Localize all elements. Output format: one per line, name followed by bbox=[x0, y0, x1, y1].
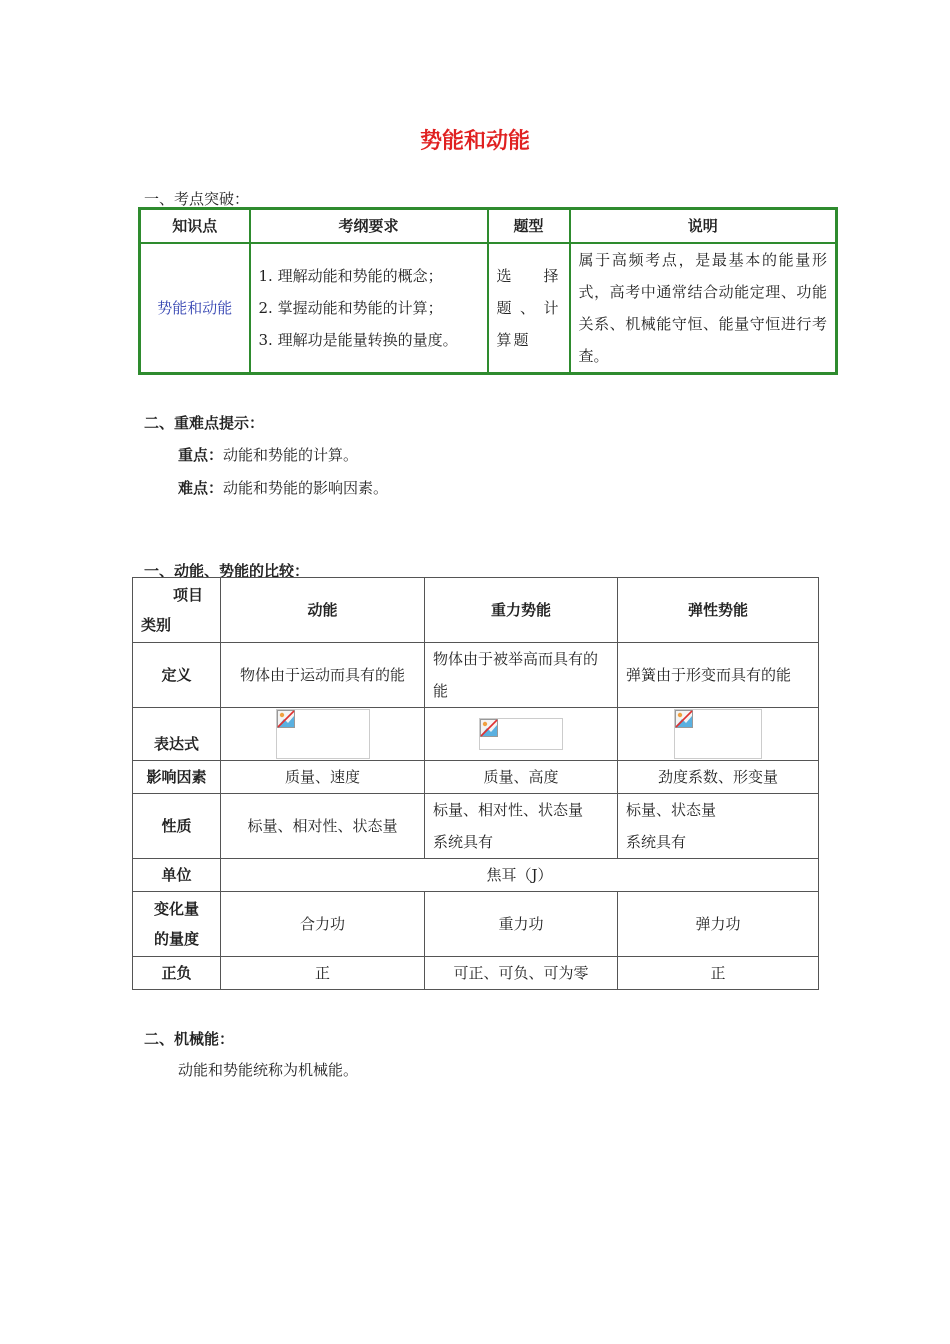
sign-gravitational: 可正、可负、可为零 bbox=[425, 957, 618, 990]
definition-gravitational: 物体由于被举高而具有的能 bbox=[425, 643, 618, 708]
corner-bottom-label: 类别 bbox=[141, 616, 172, 634]
key-point-line bbox=[178, 444, 358, 465]
note-cell: 属于高频考点，是最基本的能量形式，高考中通常结合动能定理、功能关系、机械能守恒、能量守恒进行考查。 bbox=[570, 243, 837, 374]
property-elastic-line1: 标量、状态量 bbox=[626, 801, 717, 819]
row-label-change-line1: 变化量 bbox=[153, 900, 199, 918]
row-label-change bbox=[133, 892, 221, 957]
row-label-property: 性质 bbox=[133, 794, 221, 859]
section-heading-key-points: 二、重难点提示： bbox=[144, 414, 265, 432]
column-elastic: 弹性势能 bbox=[618, 578, 819, 643]
property-gravitational-line1: 标量、相对性、状态量 bbox=[433, 801, 584, 819]
mechanical-energy-text: 动能和势能统称为机械能。 bbox=[178, 1061, 359, 1079]
property-kinetic: 标量、相对性、状态量 bbox=[221, 794, 425, 859]
row-label-formula: 表达式 bbox=[133, 708, 221, 761]
formula-image-kinetic bbox=[276, 709, 370, 759]
property-elastic bbox=[618, 794, 819, 859]
row-label-change-line2: 的量度 bbox=[153, 930, 199, 948]
change-gravitational: 重力功 bbox=[425, 892, 618, 957]
broken-image-icon bbox=[277, 710, 295, 728]
formula-image-gravitational bbox=[479, 718, 563, 750]
column-gravitational: 重力势能 bbox=[425, 578, 618, 643]
broken-image-icon bbox=[480, 719, 498, 737]
definition-elastic: 弹簧由于形变而具有的能 bbox=[618, 643, 819, 708]
column-kinetic: 动能 bbox=[221, 578, 425, 643]
header-knowledge-point: 知识点 bbox=[140, 209, 250, 244]
formula-image-elastic bbox=[674, 709, 762, 759]
factors-kinetic: 质量、速度 bbox=[221, 761, 425, 794]
definition-kinetic: 物体由于运动而具有的能 bbox=[221, 643, 425, 708]
property-gravitational-line2: 系统具有 bbox=[433, 833, 494, 851]
change-elastic: 弹力功 bbox=[618, 892, 819, 957]
formula-gravitational bbox=[425, 708, 618, 761]
row-label-factors: 影响因素 bbox=[133, 761, 221, 794]
page-title: 势能和动能 bbox=[419, 129, 530, 154]
unit-value: 焦耳（J） bbox=[221, 859, 819, 892]
section-heading-exam-points: 一、考点突破： bbox=[144, 190, 250, 208]
section-heading-mechanical-energy: 二、机械能： bbox=[144, 1030, 235, 1048]
property-elastic-line2: 系统具有 bbox=[626, 833, 687, 851]
corner-cell bbox=[133, 578, 221, 643]
comparison-table bbox=[132, 577, 819, 990]
factors-elastic: 劲度系数、形变量 bbox=[618, 761, 819, 794]
requirements-cell bbox=[250, 243, 488, 374]
hard-point-label: 难点： bbox=[178, 479, 224, 497]
header-note: 说明 bbox=[570, 209, 837, 244]
requirement-item: 3. 理解功是能量转换的量度。 bbox=[258, 331, 458, 349]
header-requirement: 考纲要求 bbox=[250, 209, 488, 244]
change-kinetic: 合力功 bbox=[221, 892, 425, 957]
row-label-definition: 定义 bbox=[133, 643, 221, 708]
key-point-text: 动能和势能的计算。 bbox=[223, 446, 359, 464]
topic-cell: 势能和动能 bbox=[140, 243, 250, 374]
broken-image-icon bbox=[675, 710, 693, 728]
question-type-cell: 选择题、计算题 bbox=[488, 243, 570, 374]
exam-points-table bbox=[138, 207, 838, 375]
formula-elastic bbox=[618, 708, 819, 761]
hard-point-text: 动能和势能的影响因素。 bbox=[223, 479, 389, 497]
row-label-sign: 正负 bbox=[133, 957, 221, 990]
key-point-label: 重点： bbox=[178, 446, 224, 464]
property-gravitational bbox=[425, 794, 618, 859]
row-label-unit: 单位 bbox=[133, 859, 221, 892]
hard-point-line bbox=[178, 477, 388, 498]
sign-kinetic: 正 bbox=[221, 957, 425, 990]
corner-top-label: 项目 bbox=[173, 586, 204, 604]
requirement-item: 2. 掌握动能和势能的计算； bbox=[258, 299, 443, 317]
formula-kinetic bbox=[221, 708, 425, 761]
factors-gravitational: 质量、高度 bbox=[425, 761, 618, 794]
requirement-item: 1. 理解动能和势能的概念； bbox=[258, 267, 443, 285]
section-heading-comparison: 一、动能、势能的比较： bbox=[144, 562, 310, 580]
sign-elastic: 正 bbox=[618, 957, 819, 990]
header-question-type: 题型 bbox=[488, 209, 570, 244]
